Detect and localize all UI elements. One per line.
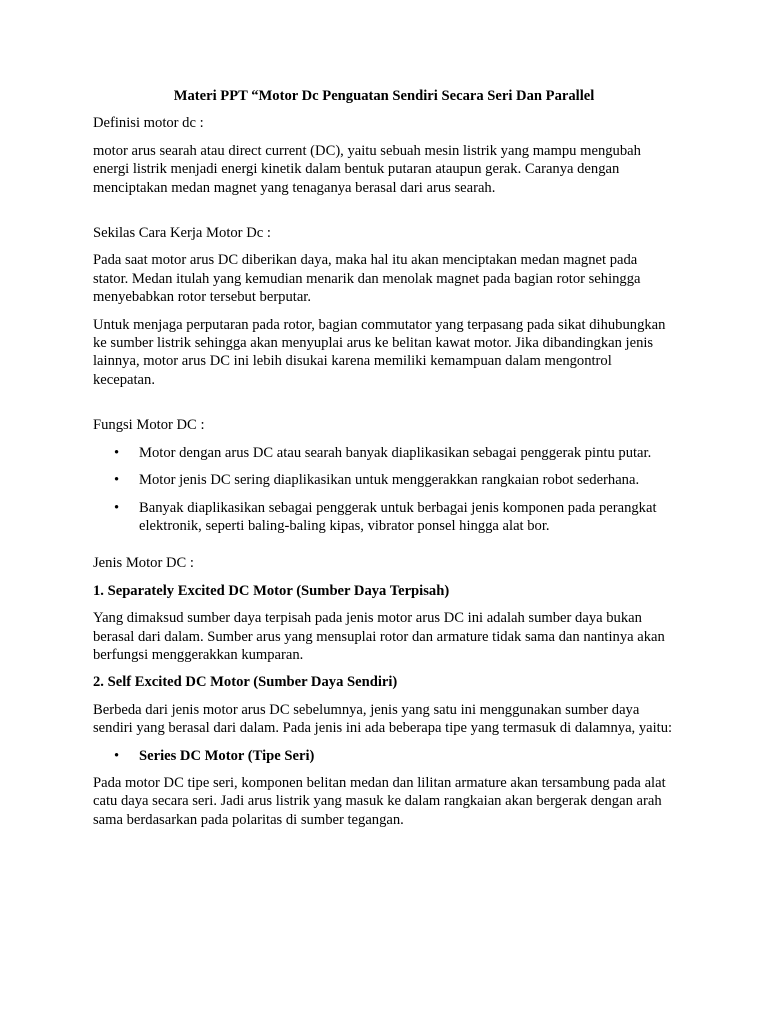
series-text: Pada motor DC tipe seri, komponen belitan medan dan lilitan armature akan tersambung pada alat catu daya secara seri. Jadi arus listrik yang masuk ke dalam rangkaian akan bergerak dengan arah sama berdasarkan pada polaritas di sumber tegangan. (93, 774, 666, 828)
list-item (93, 499, 675, 536)
cara-kerja-paragraph-1: Pada saat motor arus DC diberikan daya, maka hal itu akan menciptakan medan magnet pada stator. Medan itulah yang kemudian menarik dan menolak magnet pada bagian rotor sehingga menyebabkan rotor tersebut berputar. (93, 252, 641, 306)
list-item (93, 444, 675, 462)
fungsi-list (93, 444, 675, 536)
jenis-1-heading: 1. Separately Excited DC Motor (Sumber Daya Terpisah) (93, 582, 450, 599)
spacer (93, 206, 675, 224)
list-item-text: Series DC Motor (Tipe Seri) (139, 747, 315, 764)
definisi-label: Definisi motor dc : (93, 115, 204, 132)
bullet-icon: • (114, 444, 120, 461)
list-item (93, 747, 675, 765)
fungsi-label: Fungsi Motor DC : (93, 417, 205, 434)
list-item-text: Motor dengan arus DC atau searah banyak diaplikasikan sebagai penggerak pintu putar. (139, 444, 652, 461)
document-title: Materi PPT “Motor Dc Penguatan Sendiri Secara Seri Dan Parallel (173, 88, 595, 104)
jenis-2-heading: 2. Self Excited DC Motor (Sumber Daya Sendiri) (93, 674, 398, 691)
bullet-icon: • (114, 747, 120, 764)
cara-kerja-paragraph-2: Untuk menjaga perputaran pada rotor, bagian commutator yang terpasang pada sikat dihubungkan ke sumber listrik sehingga akan menyuplai arus ke belitan kawat motor. Jika dibandingkan jenis lainnya, motor arus DC ini lebih disukai karena memiliki kemampuan dalam mengontrol kecepatan. (93, 316, 666, 388)
cara-kerja-label: Sekilas Cara Kerja Motor Dc : (93, 225, 271, 242)
bullet-icon: • (114, 472, 120, 489)
bullet-icon: • (114, 499, 120, 516)
jenis-1-text: Yang dimaksud sumber daya terpisah pada jenis motor arus DC ini adalah sumber daya bukan berasal dari dalam. Sumber arus yang mensuplai rotor dan armature tidak sama dan nantinya akan berfungsi menggerakkan kumparan. (93, 610, 665, 663)
spacer (93, 544, 675, 554)
list-item-text: Banyak diaplikasikan sebagai penggerak untuk berbagai jenis komponen pada perangkat elektronik, seperti baling-baling kipas, vibrator ponsel hingga alat bor. (139, 499, 657, 534)
list-item (93, 471, 675, 489)
tipe-list (93, 747, 675, 765)
spacer (93, 398, 675, 416)
list-item-text: Motor jenis DC sering diaplikasikan untuk menggerakkan rangkaian robot sederhana. (139, 472, 640, 489)
definisi-text: motor arus searah atau direct current (DC), yaitu sebuah mesin listrik yang mampu mengubah energi listrik menjadi energi kinetik dalam bentuk putaran ataupun gerak. Caranya dengan menciptakan medan magnet yang tenaganya berasal dari arus searah. (93, 142, 641, 196)
jenis-2-text: Berbeda dari jenis motor arus DC sebelumnya, jenis yang satu ini menggunakan sumber daya sendiri yang berasal dari dalam. Pada jenis ini ada beberapa tipe yang termasuk di dalamnya, yaitu: (93, 701, 673, 737)
jenis-label: Jenis Motor DC : (93, 555, 194, 572)
